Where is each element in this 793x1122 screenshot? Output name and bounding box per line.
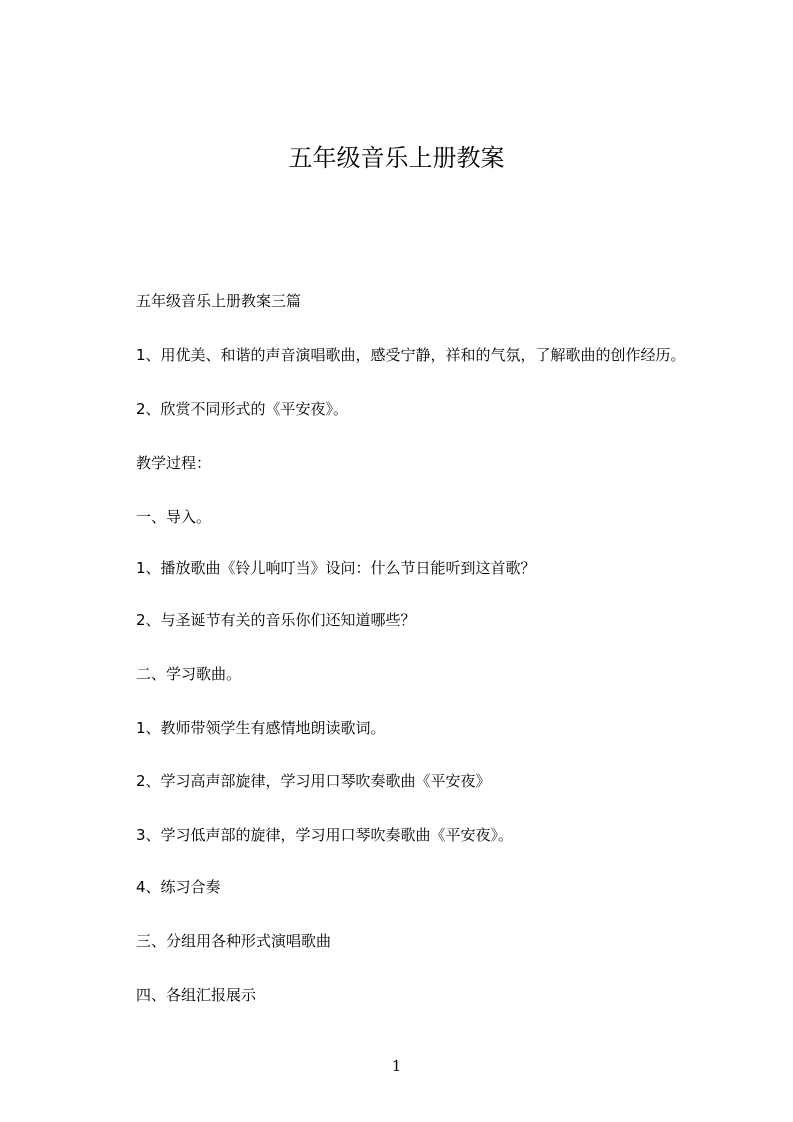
learn-step-2: 2、学习高声部旋律，学习用口琴吹奏歌曲《平安夜》 <box>136 772 491 790</box>
learn-step-3: 3、学习低声部的旋律，学习用口琴吹奏歌曲《平安夜》。 <box>136 826 514 844</box>
objective-paragraph-2: 2、欣赏不同形式的《平安夜》。 <box>136 400 349 418</box>
page-title: 五年级音乐上册教案 <box>288 144 505 172</box>
learn-step-4: 4、练习合奏 <box>136 878 221 896</box>
intro-step-1: 1、播放歌曲《铃儿响叮当》设问：什么节日能听到这首歌？ <box>136 559 536 577</box>
intro-step-2: 2、与圣诞节有关的音乐你们还知道哪些？ <box>136 611 416 629</box>
section-heading-process: 教学过程： <box>136 454 212 472</box>
section-heading-learn-song: 二、学习歌曲。 <box>136 665 242 683</box>
page-number: 1 <box>391 1057 402 1075</box>
section-heading-group-report: 四、各组汇报展示 <box>136 986 257 1004</box>
objective-paragraph-1: 1、用优美、和谐的声音演唱歌曲，感受宁静，祥和的气氛，了解歌曲的创作经历。 <box>136 346 686 364</box>
learn-step-1: 1、教师带领学生有感情地朗读歌词。 <box>136 719 386 737</box>
subtitle-paragraph: 五年级音乐上册教案三篇 <box>136 292 302 310</box>
section-heading-group-singing: 三、分组用各种形式演唱歌曲 <box>136 932 332 950</box>
section-heading-intro: 一、导入。 <box>136 508 212 526</box>
